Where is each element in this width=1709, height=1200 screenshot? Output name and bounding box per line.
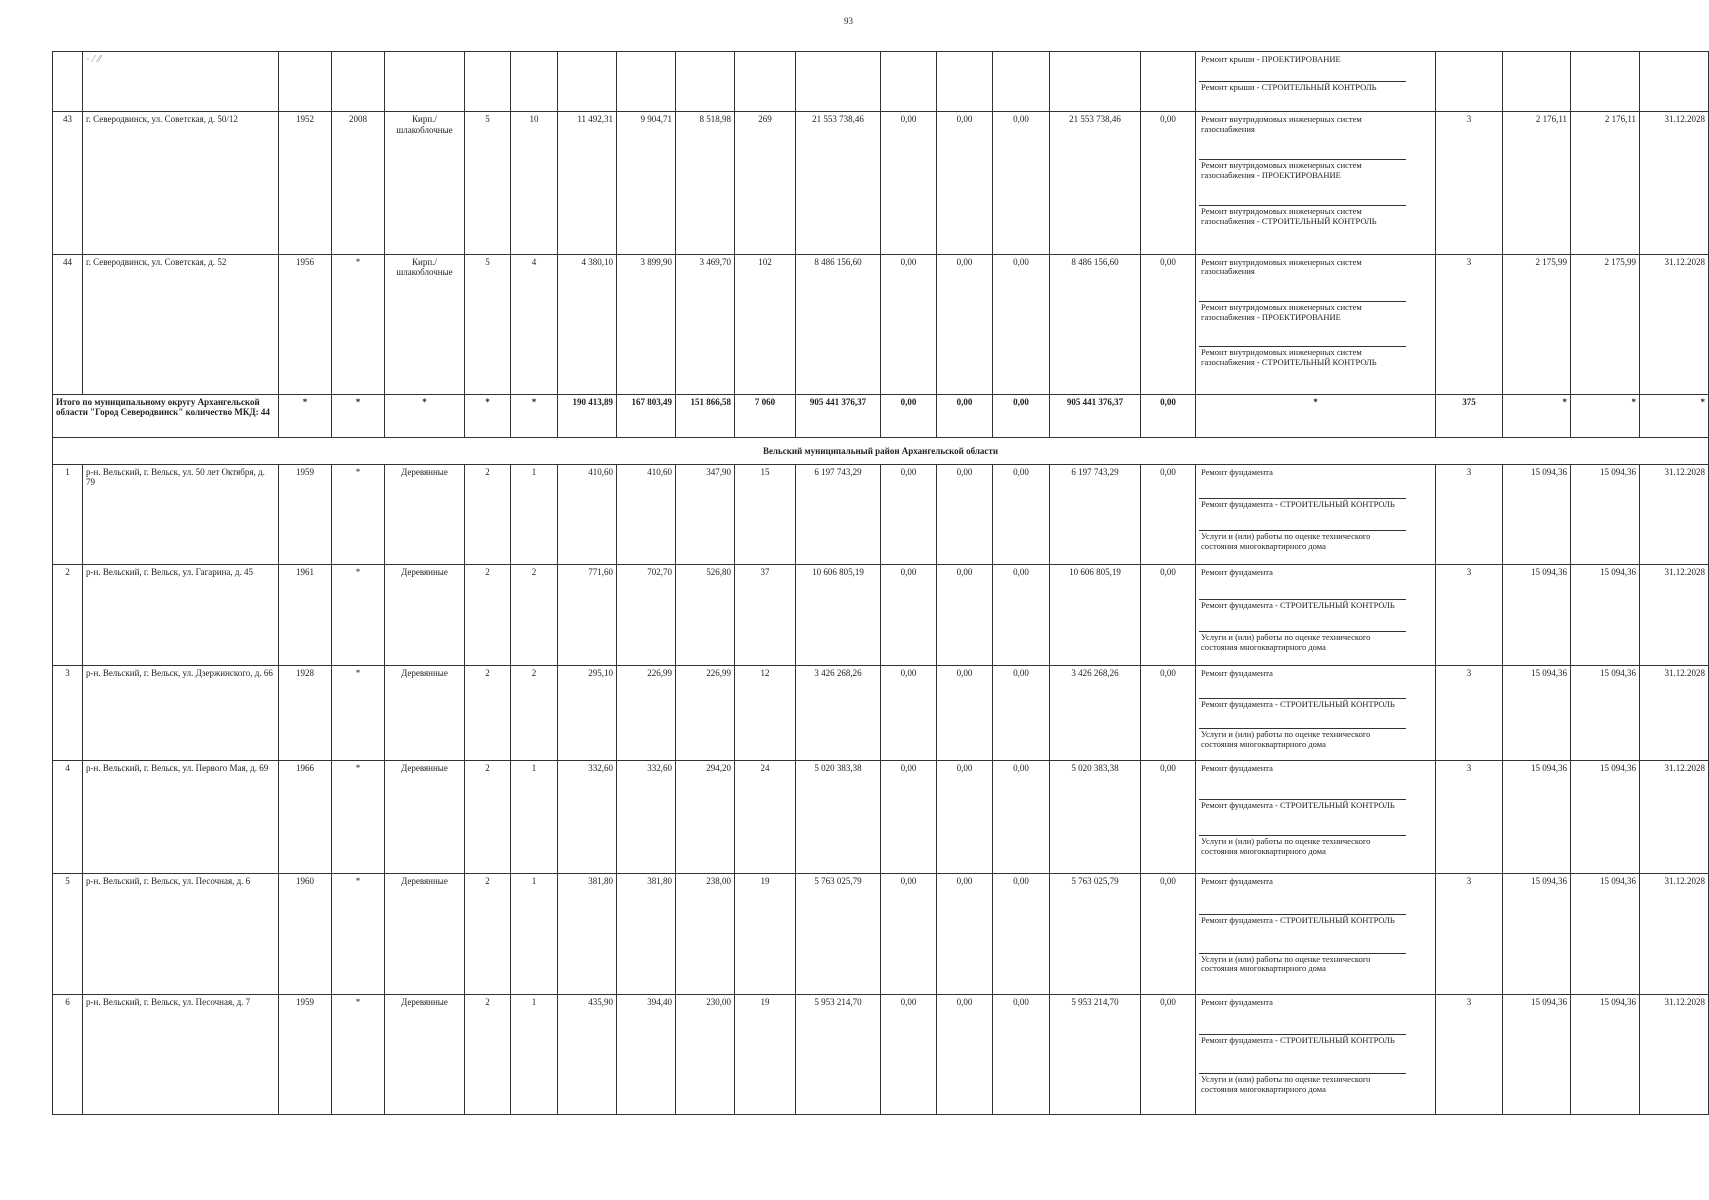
work-item: Ремонт внутридомовых инженерных систем газоснабжения - СТРОИТЕЛЬНЫЙ КОНТРОЛЬ <box>1199 346 1406 391</box>
cell-regional-funds: 0,00 <box>937 112 993 254</box>
cell-total-cost: 5 020 383,38 <box>796 761 881 874</box>
cell-max-unit-cost: 15 094,36 <box>1571 994 1640 1115</box>
cell-local-funds: 0,00 <box>993 464 1050 565</box>
total-cell-max-unit-cost: * <box>1571 394 1640 438</box>
cell-year-built: 1952 <box>279 112 332 254</box>
cell-floors: 2 <box>465 565 511 666</box>
cell-max-unit-cost: 2 176,11 <box>1571 112 1640 254</box>
work-item: Ремонт внутридомовых инженерных систем газоснабжения - ПРОЕКТИРОВАНИЕ <box>1199 159 1406 205</box>
cell-residents: 24 <box>735 761 796 874</box>
cell-living-area: 381,80 <box>617 874 676 994</box>
cell-other-funds: 0,00 <box>1141 254 1196 394</box>
cell-max-unit-cost: 15 094,36 <box>1571 761 1640 874</box>
cell-federal-funds: 0,00 <box>881 874 937 994</box>
total-label: Итого по муниципальному округу Архангельской области "Город Северодвинск" количество МКД: 44 <box>53 394 279 438</box>
cell-year-built: 1960 <box>279 874 332 994</box>
cell-address: г. Северодвинск, ул. Советская, д. 52 <box>83 254 279 394</box>
cell-year-built: 1966 <box>279 761 332 874</box>
cell-owned-area: 226,99 <box>676 666 735 761</box>
total-cell-owned-area: 151 866,58 <box>676 394 735 438</box>
cell-regional-funds: 0,00 <box>937 666 993 761</box>
cell-number: 1 <box>53 464 83 565</box>
cell-deadline: 31.12.2028 <box>1640 874 1709 994</box>
table-row <box>53 994 1709 1115</box>
work-item: Ремонт фундамента - СТРОИТЕЛЬНЫЙ КОНТРОЛЬ <box>1199 698 1406 728</box>
cell-floors: 5 <box>465 254 511 394</box>
cell-wall-material: Деревянные <box>385 666 465 761</box>
capital-repair-register-table <box>52 51 1709 1115</box>
table-row <box>53 464 1709 565</box>
work-list <box>1199 467 1432 563</box>
cell-federal-funds: 0,00 <box>881 666 937 761</box>
cell-federal-funds: 0,00 <box>881 565 937 666</box>
cell-owner-funds: 8 486 156,60 <box>1050 254 1141 394</box>
cell-deadline: 31.12.2028 <box>1640 565 1709 666</box>
cell-owner-funds: 5 763 025,79 <box>1050 874 1141 994</box>
cell-year-renovated: * <box>332 994 385 1115</box>
cell-total-area: 435,90 <box>558 994 617 1115</box>
cell-wall-material: Деревянные <box>385 874 465 994</box>
cell-year-renovated: * <box>332 464 385 565</box>
table-row <box>53 565 1709 666</box>
cell-works <box>1196 874 1436 994</box>
cell-owner-funds: 10 606 805,19 <box>1050 565 1141 666</box>
cell-owned-area: 238,00 <box>676 874 735 994</box>
work-item: Ремонт внутридомовых инженерных систем газоснабжения <box>1201 256 1362 277</box>
total-cell-residents: 7 060 <box>735 394 796 438</box>
cell-entrances: 1 <box>511 464 558 565</box>
cell-year-renovated: * <box>332 874 385 994</box>
work-item: Ремонт фундамента - СТРОИТЕЛЬНЫЙ КОНТРОЛЬ <box>1199 914 1406 953</box>
cell-regional-funds: 0,00 <box>937 565 993 666</box>
cell-federal-funds: 0,00 <box>881 994 937 1115</box>
cell-work-count: 3 <box>1436 666 1503 761</box>
cell-total-area: 381,80 <box>558 874 617 994</box>
cell-regional-funds: 0,00 <box>937 464 993 565</box>
cell-local-funds: 0,00 <box>993 666 1050 761</box>
cell-work-count: 3 <box>1436 565 1503 666</box>
table-body <box>53 52 1709 1115</box>
work-item: Услуги и (или) работы по оценке технического состояния многоквартирного дома <box>1199 728 1406 758</box>
cell-entrances: 2 <box>511 565 558 666</box>
cell-federal-funds: 0,00 <box>881 761 937 874</box>
cell-max-unit-cost: 15 094,36 <box>1571 464 1640 565</box>
cell-total-cost: 8 486 156,60 <box>796 254 881 394</box>
cell-address: р-н. Вельский, г. Вельск, ул. Первого Мая, д. 69 <box>83 761 279 874</box>
work-item: Ремонт фундамента <box>1201 763 1273 774</box>
cell-floors: 2 <box>465 666 511 761</box>
cell-works <box>1196 464 1436 565</box>
cell-works <box>1196 254 1436 394</box>
work-item: Ремонт фундамента - СТРОИТЕЛЬНЫЙ КОНТРОЛЬ <box>1199 599 1406 631</box>
total-cell-wall-material: * <box>385 394 465 438</box>
cell-works <box>1196 994 1436 1115</box>
work-item: Услуги и (или) работы по оценке технического состояния многоквартирного дома <box>1199 631 1406 663</box>
cell-regional-funds: 0,00 <box>937 761 993 874</box>
cell-deadline: 31.12.2028 <box>1640 761 1709 874</box>
cell-work-count: 3 <box>1436 254 1503 394</box>
total-cell-entrances: * <box>511 394 558 438</box>
work-list <box>1199 114 1432 251</box>
cell-owned-area: 294,20 <box>676 761 735 874</box>
cell-entrances: 4 <box>511 254 558 394</box>
cell-floors: 2 <box>465 464 511 565</box>
cell-local-funds: 0,00 <box>993 254 1050 394</box>
cell-year-renovated: 2008 <box>332 112 385 254</box>
cell-entrances: 10 <box>511 112 558 254</box>
cell-other-funds: 0,00 <box>1141 112 1196 254</box>
cell-total-cost: 21 553 738,46 <box>796 112 881 254</box>
cell-residents: 12 <box>735 666 796 761</box>
work-item: Ремонт крыши - СТРОИТЕЛЬНЫЙ КОНТРОЛЬ <box>1199 81 1406 109</box>
total-cell-other-funds: 0,00 <box>1141 394 1196 438</box>
cell-wall-material: Деревянные <box>385 464 465 565</box>
cell-max-unit-cost: 15 094,36 <box>1571 565 1640 666</box>
cell-unit-cost: 15 094,36 <box>1503 994 1571 1115</box>
cell-living-area: 702,70 <box>617 565 676 666</box>
work-item: Ремонт внутридомовых инженерных систем газоснабжения <box>1201 114 1362 134</box>
section-header-row <box>53 438 1709 464</box>
cell-works <box>1196 52 1436 112</box>
cell-works <box>1196 112 1436 254</box>
cell-wall-material: Деревянные <box>385 565 465 666</box>
cell-local-funds: 0,00 <box>993 112 1050 254</box>
cell-owner-funds: 5 020 383,38 <box>1050 761 1141 874</box>
work-item: Ремонт фундамента <box>1201 567 1273 578</box>
cell-total-area: 410,60 <box>558 464 617 565</box>
total-cell-local-funds: 0,00 <box>993 394 1050 438</box>
work-item: Ремонт фундамента - СТРОИТЕЛЬНЫЙ КОНТРОЛЬ <box>1199 1034 1406 1073</box>
cell-max-unit-cost: 2 175,99 <box>1571 254 1640 394</box>
cell-work-count: 3 <box>1436 874 1503 994</box>
cell-other-funds: 0,00 <box>1141 666 1196 761</box>
cell-number: 4 <box>53 761 83 874</box>
cell-living-area: 394,40 <box>617 994 676 1115</box>
page-number: 93 <box>844 16 853 26</box>
cell-year-built: 1956 <box>279 254 332 394</box>
cell-residents: 269 <box>735 112 796 254</box>
cell-local-funds: 0,00 <box>993 565 1050 666</box>
work-list <box>1199 257 1432 392</box>
cell-address <box>83 52 279 112</box>
cell-year-built: 1959 <box>279 994 332 1115</box>
cell-max-unit-cost: 15 094,36 <box>1571 874 1640 994</box>
cell-deadline: 31.12.2028 <box>1640 994 1709 1115</box>
cell-other-funds: 0,00 <box>1141 994 1196 1115</box>
cell-total-cost: 5 763 025,79 <box>796 874 881 994</box>
cell-address: р-н. Вельский, г. Вельск, ул. Песочная, д. 7 <box>83 994 279 1115</box>
cell-year-renovated: * <box>332 565 385 666</box>
cell-year-renovated: * <box>332 254 385 394</box>
cell-address: р-н. Вельский, г. Вельск, ул. Дзержинского, д. 66 <box>83 666 279 761</box>
pen-mark: - ⁄ ⁄⁄ <box>86 54 101 65</box>
work-list <box>1199 567 1432 663</box>
cell-deadline: 31.12.2028 <box>1640 112 1709 254</box>
work-item: Ремонт фундамента <box>1201 996 1273 1007</box>
cell-owned-area: 347,90 <box>676 464 735 565</box>
cell-unit-cost: 15 094,36 <box>1503 565 1571 666</box>
cell-total-cost: 10 606 805,19 <box>796 565 881 666</box>
work-list <box>1199 997 1432 1113</box>
cell-number: 2 <box>53 565 83 666</box>
cell-number: 5 <box>53 874 83 994</box>
work-item: Услуги и (или) работы по оценке технического состояния многоквартирного дома <box>1199 1073 1406 1112</box>
cell-floors: 5 <box>465 112 511 254</box>
cell-federal-funds: 0,00 <box>881 254 937 394</box>
cell-deadline: 31.12.2028 <box>1640 254 1709 394</box>
cell-number: 3 <box>53 666 83 761</box>
total-cell-total-area: 190 413,89 <box>558 394 617 438</box>
cell-year-built: 1961 <box>279 565 332 666</box>
cell-living-area: 332,60 <box>617 761 676 874</box>
cell-year-renovated: * <box>332 666 385 761</box>
cell-entrances: 1 <box>511 994 558 1115</box>
cell-unit-cost: 15 094,36 <box>1503 761 1571 874</box>
table-row <box>53 254 1709 394</box>
work-item: Ремонт внутридомовых инженерных систем газоснабжения - ПРОЕКТИРОВАНИЕ <box>1199 301 1406 346</box>
cell-regional-funds: 0,00 <box>937 874 993 994</box>
cell-regional-funds: 0,00 <box>937 994 993 1115</box>
total-cell-regional-funds: 0,00 <box>937 394 993 438</box>
cell-address: р-н. Вельский, г. Вельск, ул. Песочная, д. 6 <box>83 874 279 994</box>
cell-owned-area: 230,00 <box>676 994 735 1115</box>
cell-federal-funds: 0,00 <box>881 112 937 254</box>
cell-local-funds: 0,00 <box>993 874 1050 994</box>
cell-unit-cost: 15 094,36 <box>1503 464 1571 565</box>
total-cell-living-area: 167 803,49 <box>617 394 676 438</box>
cell-residents: 19 <box>735 874 796 994</box>
table-row <box>53 666 1709 761</box>
cell-works <box>1196 666 1436 761</box>
cell-wall-material: Деревянные <box>385 994 465 1115</box>
cell-unit-cost: 2 175,99 <box>1503 254 1571 394</box>
cell-number: 6 <box>53 994 83 1115</box>
work-list <box>1199 668 1432 758</box>
table-row <box>53 112 1709 254</box>
work-list <box>1199 763 1432 871</box>
cell-owner-funds: 6 197 743,29 <box>1050 464 1141 565</box>
cell-entrances: 2 <box>511 666 558 761</box>
cell-entrances: 1 <box>511 761 558 874</box>
total-cell-floors: * <box>465 394 511 438</box>
cell-total-cost: 3 426 268,26 <box>796 666 881 761</box>
cell-owner-funds: 21 553 738,46 <box>1050 112 1141 254</box>
work-item: Услуги и (или) работы по оценке технического состояния многоквартирного дома <box>1199 835 1406 871</box>
work-item: Ремонт фундамента <box>1201 466 1273 477</box>
cell-deadline: 31.12.2028 <box>1640 464 1709 565</box>
cell-year-renovated: * <box>332 761 385 874</box>
section-title: Вельский муниципальный район Архангельской области <box>53 438 1709 464</box>
cell-total-cost: 6 197 743,29 <box>796 464 881 565</box>
cell-work-count: 3 <box>1436 761 1503 874</box>
cell-wall-material: Кирп./ шлакоблочные <box>385 112 465 254</box>
cell-regional-funds: 0,00 <box>937 254 993 394</box>
work-item: Услуги и (или) работы по оценке технического состояния многоквартирного дома <box>1199 953 1406 992</box>
cell-address: г. Северодвинск, ул. Советская, д. 50/12 <box>83 112 279 254</box>
cell-living-area: 9 904,71 <box>617 112 676 254</box>
cell-owned-area: 3 469,70 <box>676 254 735 394</box>
cell-other-funds: 0,00 <box>1141 874 1196 994</box>
work-item: Ремонт фундамента <box>1201 668 1273 679</box>
cell-wall-material: Деревянные <box>385 761 465 874</box>
cell-total-area: 332,60 <box>558 761 617 874</box>
cell-unit-cost: 15 094,36 <box>1503 874 1571 994</box>
table-row-continuation <box>53 52 1709 112</box>
total-cell-federal-funds: 0,00 <box>881 394 937 438</box>
cell-residents: 19 <box>735 994 796 1115</box>
cell-owner-funds: 3 426 268,26 <box>1050 666 1141 761</box>
cell-works <box>1196 761 1436 874</box>
cell-number: 43 <box>53 112 83 254</box>
cell-total-area: 11 492,31 <box>558 112 617 254</box>
cell-work-count: 3 <box>1436 464 1503 565</box>
cell-local-funds: 0,00 <box>993 994 1050 1115</box>
cell-unit-cost: 15 094,36 <box>1503 666 1571 761</box>
cell-floors: 2 <box>465 874 511 994</box>
cell-address: р-н. Вельский, г. Вельск, ул. Гагарина, д. 45 <box>83 565 279 666</box>
cell-address: р-н. Вельский, г. Вельск, ул. 50 лет Октября, д. 79 <box>83 464 279 565</box>
cell-number <box>53 52 83 112</box>
cell-work-count: 3 <box>1436 994 1503 1115</box>
work-item: Ремонт фундамента - СТРОИТЕЛЬНЫЙ КОНТРОЛЬ <box>1199 799 1406 835</box>
cell-total-area: 771,60 <box>558 565 617 666</box>
cell-other-funds: 0,00 <box>1141 464 1196 565</box>
total-cell-year-built: * <box>279 394 332 438</box>
cell-floors: 2 <box>465 761 511 874</box>
cell-total-area: 295,10 <box>558 666 617 761</box>
cell-residents: 37 <box>735 565 796 666</box>
cell-entrances: 1 <box>511 874 558 994</box>
cell-wall-material: Кирп./ шлакоблочные <box>385 254 465 394</box>
total-cell-work-count: 375 <box>1436 394 1503 438</box>
cell-max-unit-cost: 15 094,36 <box>1571 666 1640 761</box>
work-list <box>1199 54 1432 109</box>
cell-total-area: 4 380,10 <box>558 254 617 394</box>
work-item: Ремонт фундамента <box>1201 876 1273 887</box>
cell-owned-area: 8 518,98 <box>676 112 735 254</box>
cell-residents: 15 <box>735 464 796 565</box>
cell-living-area: 3 899,90 <box>617 254 676 394</box>
work-item: Услуги и (или) работы по оценке технического состояния многоквартирного дома <box>1199 530 1406 562</box>
total-row <box>53 394 1709 438</box>
total-cell-unit-cost: * <box>1503 394 1571 438</box>
cell-residents: 102 <box>735 254 796 394</box>
cell-works <box>1196 565 1436 666</box>
work-item: Ремонт внутридомовых инженерных систем газоснабжения - СТРОИТЕЛЬНЫЙ КОНТРОЛЬ <box>1199 205 1406 251</box>
cell-year-built: 1928 <box>279 666 332 761</box>
work-item: Ремонт крыши - ПРОЕКТИРОВАНИЕ <box>1201 54 1341 64</box>
work-item: Ремонт фундамента - СТРОИТЕЛЬНЫЙ КОНТРОЛЬ <box>1199 498 1406 530</box>
cell-owner-funds: 5 953 214,70 <box>1050 994 1141 1115</box>
cell-unit-cost: 2 176,11 <box>1503 112 1571 254</box>
total-cell-year-renovated: * <box>332 394 385 438</box>
cell-total-cost: 5 953 214,70 <box>796 994 881 1115</box>
cell-local-funds: 0,00 <box>993 761 1050 874</box>
cell-deadline: 31.12.2028 <box>1640 666 1709 761</box>
cell-federal-funds: 0,00 <box>881 464 937 565</box>
cell-owned-area: 526,80 <box>676 565 735 666</box>
cell-number: 44 <box>53 254 83 394</box>
cell-other-funds: 0,00 <box>1141 565 1196 666</box>
cell-other-funds: 0,00 <box>1141 761 1196 874</box>
table-row <box>53 874 1709 994</box>
total-cell-works: * <box>1196 394 1436 438</box>
work-list <box>1199 876 1432 991</box>
cell-work-count: 3 <box>1436 112 1503 254</box>
cell-year-built: 1959 <box>279 464 332 565</box>
cell-living-area: 410,60 <box>617 464 676 565</box>
cell-floors: 2 <box>465 994 511 1115</box>
cell-living-area: 226,99 <box>617 666 676 761</box>
total-cell-total-cost: 905 441 376,37 <box>796 394 881 438</box>
table-row <box>53 761 1709 874</box>
total-cell-deadline: * <box>1640 394 1709 438</box>
total-cell-owner-funds: 905 441 376,37 <box>1050 394 1141 438</box>
